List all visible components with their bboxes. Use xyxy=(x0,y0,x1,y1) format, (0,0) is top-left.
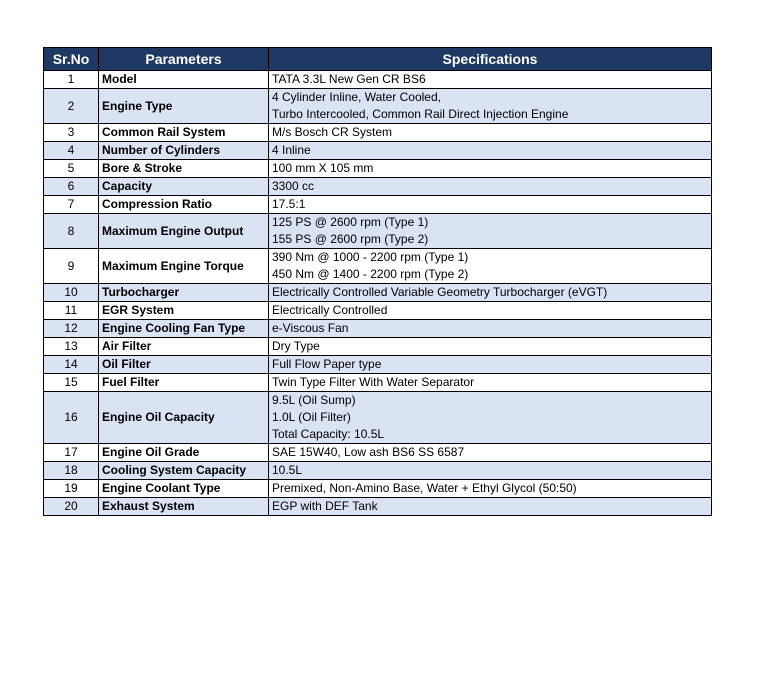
specification-line: Dry Type xyxy=(272,339,320,353)
row-number-cell: 14 xyxy=(44,356,99,374)
table-row xyxy=(44,374,712,392)
table-row xyxy=(44,302,712,320)
specification-line: SAE 15W40, Low ash BS6 SS 6587 xyxy=(272,445,465,459)
row-number-cell: 10 xyxy=(44,284,99,302)
table-row xyxy=(44,480,712,498)
specification-line: 155 PS @ 2600 rpm (Type 2) xyxy=(272,232,429,246)
parameter-cell: EGR System xyxy=(99,302,269,320)
table-row xyxy=(44,71,712,89)
parameter-cell: Turbocharger xyxy=(99,284,269,302)
row-number-cell: 11 xyxy=(44,302,99,320)
table-row xyxy=(44,338,712,356)
row-number-cell: 9 xyxy=(44,249,99,284)
table-row xyxy=(44,356,712,374)
specification-line: Electrically Controlled xyxy=(272,303,388,317)
specification-cell xyxy=(269,480,712,498)
table-row xyxy=(44,214,712,249)
table-row xyxy=(44,178,712,196)
row-number-cell: 8 xyxy=(44,214,99,249)
specification-line: M/s Bosch CR System xyxy=(272,125,393,139)
header-row xyxy=(44,48,712,71)
specification-line: EGP with DEF Tank xyxy=(272,499,378,513)
specification-cell xyxy=(269,338,712,356)
parameter-cell: Oil Filter xyxy=(99,356,269,374)
table-row xyxy=(44,196,712,214)
parameter-cell: Engine Coolant Type xyxy=(99,480,269,498)
specification-cell xyxy=(269,444,712,462)
specification-line: Electrically Controlled Variable Geometry Turbocharger (eVGT) xyxy=(272,285,608,299)
table-row xyxy=(44,444,712,462)
table-row xyxy=(44,124,712,142)
specification-cell xyxy=(269,178,712,196)
row-number-cell: 2 xyxy=(44,89,99,124)
specification-line: 9.5L (Oil Sump) xyxy=(272,393,356,407)
specification-cell xyxy=(269,124,712,142)
header-specifications: Specifications xyxy=(269,48,712,71)
parameter-cell: Maximum Engine Torque xyxy=(99,249,269,284)
parameter-cell: Common Rail System xyxy=(99,124,269,142)
row-number-cell: 19 xyxy=(44,480,99,498)
parameter-cell: Exhaust System xyxy=(99,498,269,516)
specification-cell xyxy=(269,142,712,160)
specification-cell xyxy=(269,320,712,338)
row-number-cell: 12 xyxy=(44,320,99,338)
parameter-cell: Engine Cooling Fan Type xyxy=(99,320,269,338)
specification-cell xyxy=(269,302,712,320)
specification-line: Premixed, Non-Amino Base, Water + Ethyl Glycol (50:50) xyxy=(272,481,577,495)
row-number-cell: 3 xyxy=(44,124,99,142)
specification-cell xyxy=(269,249,712,284)
parameter-cell: Engine Oil Grade xyxy=(99,444,269,462)
specification-cell xyxy=(269,214,712,249)
specification-line: 100 mm X 105 mm xyxy=(272,161,374,175)
specification-line: e-Viscous Fan xyxy=(272,321,349,335)
row-number-cell: 1 xyxy=(44,71,99,89)
parameter-cell: Air Filter xyxy=(99,338,269,356)
specification-line: TATA 3.3L New Gen CR BS6 xyxy=(272,72,426,86)
specification-cell xyxy=(269,374,712,392)
specification-line: 17.5:1 xyxy=(272,197,306,211)
specification-line: 3300 cc xyxy=(272,179,315,193)
specification-line: 4 Cylinder Inline, Water Cooled, xyxy=(272,90,441,104)
table-header xyxy=(44,48,712,71)
row-number-cell: 15 xyxy=(44,374,99,392)
parameter-cell: Cooling System Capacity xyxy=(99,462,269,480)
row-number-cell: 13 xyxy=(44,338,99,356)
header-parameters: Parameters xyxy=(99,48,269,71)
specification-cell xyxy=(269,71,712,89)
specification-line: Total Capacity: 10.5L xyxy=(272,427,385,441)
specification-line: 4 Inline xyxy=(272,143,311,157)
parameter-cell: Engine Type xyxy=(99,89,269,124)
specification-cell xyxy=(269,196,712,214)
table-row xyxy=(44,284,712,302)
parameter-cell: Number of Cylinders xyxy=(99,142,269,160)
specification-line: Full Flow Paper type xyxy=(272,357,382,371)
specification-cell xyxy=(269,392,712,444)
parameter-cell: Fuel Filter xyxy=(99,374,269,392)
row-number-cell: 6 xyxy=(44,178,99,196)
specification-line: 450 Nm @ 1400 - 2200 rpm (Type 2) xyxy=(272,267,469,281)
row-number-cell: 7 xyxy=(44,196,99,214)
table-row xyxy=(44,320,712,338)
specification-line: Turbo Intercooled, Common Rail Direct Injection Engine xyxy=(272,107,569,121)
table-row xyxy=(44,498,712,516)
specification-cell xyxy=(269,284,712,302)
row-number-cell: 20 xyxy=(44,498,99,516)
specification-line: Twin Type Filter With Water Separator xyxy=(272,375,475,389)
specification-cell xyxy=(269,356,712,374)
table-row xyxy=(44,392,712,444)
parameter-cell: Engine Oil Capacity xyxy=(99,392,269,444)
table-row xyxy=(44,249,712,284)
specification-line: 390 Nm @ 1000 - 2200 rpm (Type 1) xyxy=(272,250,469,264)
row-number-cell: 18 xyxy=(44,462,99,480)
table-row xyxy=(44,462,712,480)
table-row xyxy=(44,160,712,178)
specification-cell xyxy=(269,160,712,178)
row-number-cell: 5 xyxy=(44,160,99,178)
specification-line: 10.5L xyxy=(272,463,303,477)
row-number-cell: 17 xyxy=(44,444,99,462)
specification-cell xyxy=(269,89,712,124)
table-row xyxy=(44,142,712,160)
specifications-table xyxy=(43,47,712,516)
specification-cell xyxy=(269,462,712,480)
specification-line: 1.0L (Oil Filter) xyxy=(272,410,351,424)
table-body xyxy=(44,71,712,516)
row-number-cell: 4 xyxy=(44,142,99,160)
table-row xyxy=(44,89,712,124)
parameter-cell: Capacity xyxy=(99,178,269,196)
parameter-cell: Model xyxy=(99,71,269,89)
row-number-cell: 16 xyxy=(44,392,99,444)
parameter-cell: Maximum Engine Output xyxy=(99,214,269,249)
specification-cell xyxy=(269,498,712,516)
specification-line: 125 PS @ 2600 rpm (Type 1) xyxy=(272,215,429,229)
header-sr-no: Sr.No xyxy=(44,48,99,71)
parameter-cell: Compression Ratio xyxy=(99,196,269,214)
parameter-cell: Bore & Stroke xyxy=(99,160,269,178)
